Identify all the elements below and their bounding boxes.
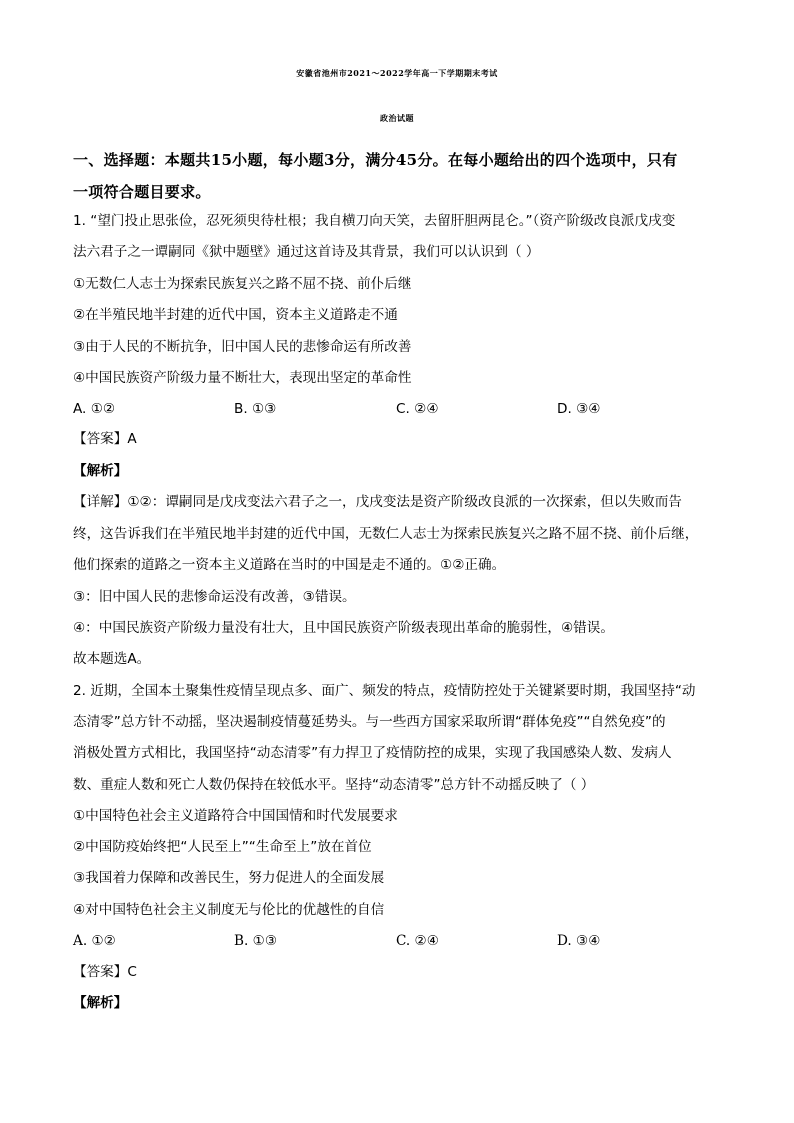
q2-option-d: D. ③④: [557, 933, 601, 949]
q2-stem-line4: 数、重症人数和死亡人数仍保持在较低水平。坚持“动态清零”总方针不动摇反映了（ ）: [73, 777, 595, 793]
q1-detail-line3: 他们探索的道路之一资本主义道路在当时的中国是走不通的。①②正确。: [73, 557, 506, 573]
q2-analysis-label: 【解析】: [73, 995, 128, 1011]
q1-option-a: A. ①②: [73, 401, 116, 417]
q1-option-c: C. ②④: [396, 401, 439, 417]
q1-answer: 【答案】A: [73, 431, 137, 447]
q1-stem-line2: 法六君子之一谭嗣同《狱中题壁》通过这首诗及其背景，我们可以认识到（ ）: [73, 244, 540, 260]
q1-detail-line4: ③：旧中国人民的悲惨命运没有改善，③错误。: [73, 589, 356, 605]
q2-stem-line2: 态清零”总方针不动摇，坚决遏制疫情蔓延势头。与一些西方国家采取所谓“群体免疫”“自然免疫”的: [73, 714, 666, 730]
q1-item-1: ①无数仁人志士为探索民族复兴之路不屈不挠、前仆后继: [73, 276, 412, 292]
section-heading-cont: 一项符合题目要求。: [73, 183, 211, 201]
q1-detail-line2: 终，这告诉我们在半殖民地半封建的近代中国，无数仁人志士为探索民族复兴之路不屈不挠、前仆后继，: [73, 526, 699, 542]
q2-item-3: ③我国着力保障和改善民生，努力促进人的全面发展: [73, 870, 385, 886]
q1-option-d: D. ③④: [557, 401, 601, 417]
exam-title: 安徽省池州市2021～2022学年高一下学期期末考试: [296, 68, 498, 78]
q2-stem-line1: 2. 近期，全国本土聚集性疫情呈现点多、面广、频发的特点，疫情防控处于关键紧要时期，我国坚持“动: [73, 683, 696, 699]
q1-conclusion: 故本题选A。: [73, 651, 151, 667]
q1-item-4: ④中国民族资产阶级力量不断壮大，表现出坚定的革命性: [73, 370, 412, 386]
q2-item-1: ①中国特色社会主义道路符合中国国情和时代发展要求: [73, 808, 398, 824]
q1-detail-line5: ④：中国民族资产阶级力量没有壮大，且中国民族资产阶级表现出革命的脆弱性，④错误。: [73, 620, 614, 636]
q1-item-2: ②在半殖民地半封建的近代中国，资本主义道路走不通: [73, 307, 398, 323]
q1-analysis-label: 【解析】: [73, 463, 128, 479]
q2-item-4: ④对中国特色社会主义制度无与伦比的优越性的自信: [73, 902, 385, 918]
q2-option-c: C. ②④: [396, 933, 439, 949]
section-heading: 一、选择题：本题共15小题，每小题3分，满分45分。在每小题给出的四个选项中，只有: [73, 151, 678, 169]
q1-detail-line1: 【详解】①②：谭嗣同是戊戌变法六君子之一，戊戌变法是资产阶级改良派的一次探索，但以失败而告: [73, 494, 682, 510]
q1-option-b: B. ①③: [234, 401, 277, 417]
q2-option-a: A. ①②: [73, 933, 116, 949]
q2-stem-line3: 消极处置方式相比，我国坚持“动态清零”有力捍卫了疫情防控的成果，实现了我国感染人数、发病人: [73, 745, 672, 761]
q1-item-3: ③由于人民的不断抗争，旧中国人民的悲惨命运有所改善: [73, 339, 412, 355]
q1-stem-line1: 1. “望门投止思张俭，忍死须臾待杜根；我自横刀向天笑，去留肝胆两昆仑。”（资产阶级改良派戊戌变: [73, 213, 676, 229]
q2-answer: 【答案】C: [73, 964, 137, 980]
exam-subject: 政治试题: [380, 113, 414, 123]
q2-item-2: ②中国防疫始终把“人民至上”“生命至上”放在首位: [73, 839, 372, 855]
q2-option-b: B. ①③: [234, 933, 278, 949]
